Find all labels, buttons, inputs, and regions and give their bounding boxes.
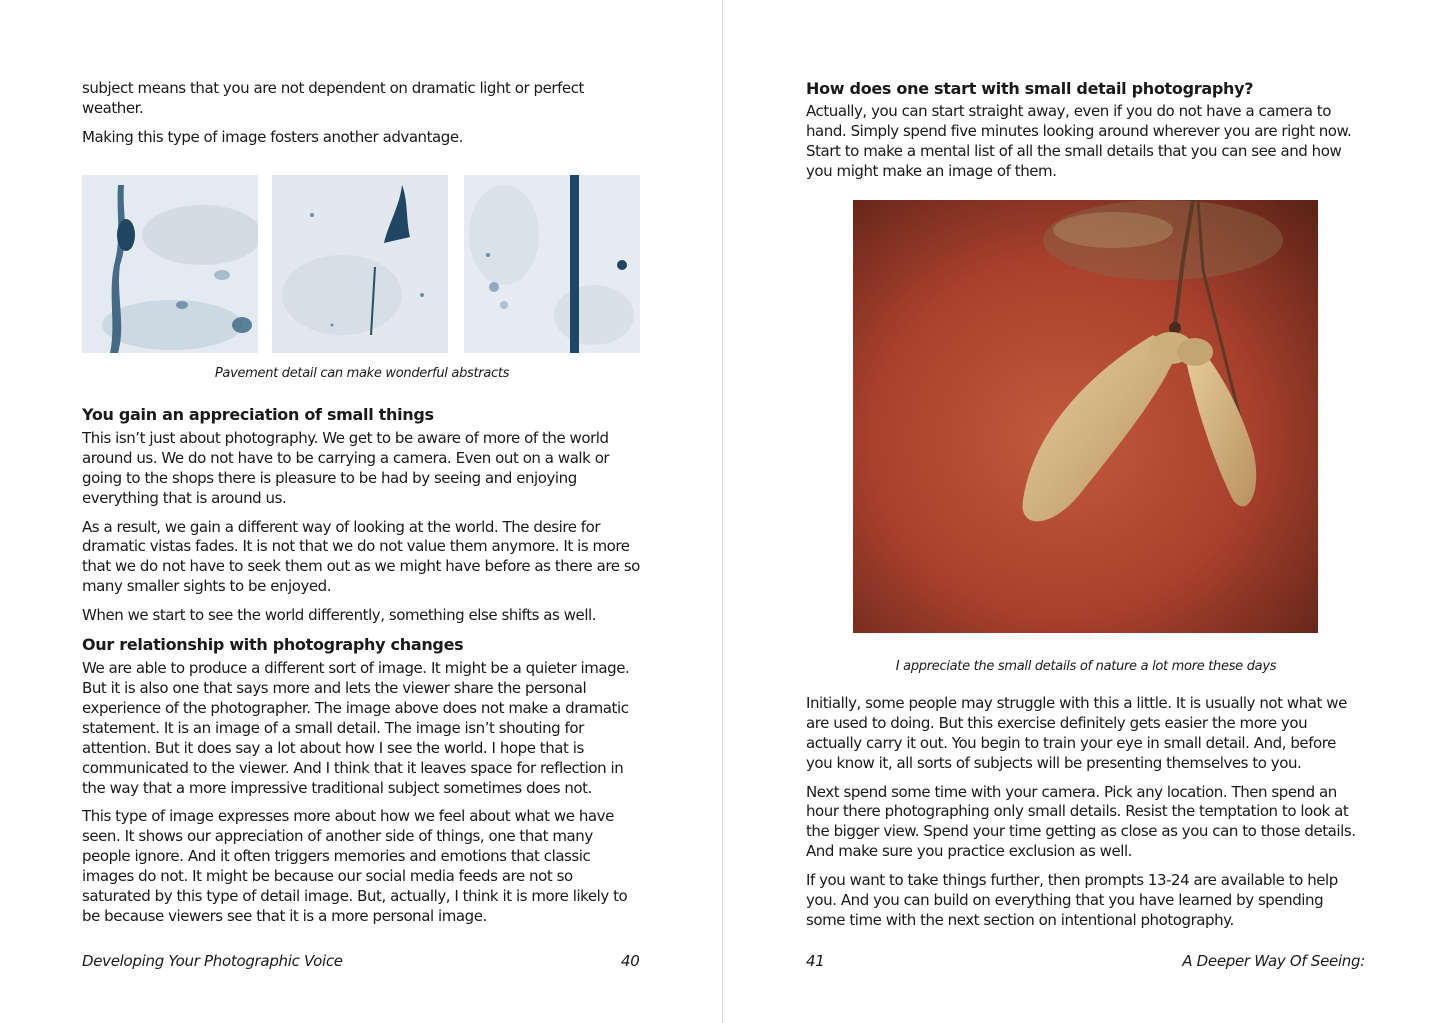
pavement-image-strip [82, 175, 640, 353]
left-page [0, 0, 722, 1023]
section2-paragraph-2: This type of image expresses more about how we feel about what we have seen. It shows our appreciation of another side of things, one that many people ignore. And it often triggers memories and emotions that classic images do not. It might be because our social media feeds are not so saturated by this type of detail image. But, actually, I think it is more likely to be because viewers see that it is a more personal image. [82, 807, 628, 925]
right-paragraph-2: Next spend some time with your camera. Pick any location. Then spend an hour there photographing only small details. Resist the temptation to look at the bigger view. Spend your time getting as close as you can to those details. And make sure you practice exclusion as well. [806, 782, 1356, 861]
left-page-number: 40 [621, 952, 640, 970]
section1-paragraph-1: This isn’t just about photography. We get to be aware of more of the world around us. We do not have to be carrying a camera. Even out on a walk or going to the shops there is pleasure to be had by seeing and enjoying everything that is around us. [82, 428, 610, 507]
intro-paragraph-1: subject means that you are not dependent on dramatic light or perfect weather. [82, 79, 584, 117]
section2-paragraph-1: We are able to produce a different sort of image. It might be a quieter image. But it is also one that says more and lets the viewer share the personal experience of the photographer. The image above does not make a dramatic statement. It is an image of a small detail. The image isn’t shouting for attention. But it does say a lot about how I see the world. I hope that is communicated to the viewer. And I think that it leaves space for reflection in the way that a more impressive traditional subject sometimes does not. [82, 659, 630, 797]
photo-caption: I appreciate the small details of nature a lot more these days [895, 659, 1277, 674]
section1-paragraph-2: As a result, we gain a different way of looking at the world. The desire for dramatic vistas fades. It is not that we do not value them anymore. It is more that we do not have to seek them out as we might have before as there are so many smaller sights to be enjoyed. [82, 517, 640, 596]
pavement-image-3 [464, 175, 640, 353]
left-intro [82, 79, 642, 157]
right-paragraph-3: If you want to take things further, then prompts 13-24 are available to help you. And you can build on everything that you have learned by spending some time with the next section on intentional photography. [806, 871, 1338, 929]
section-heading-appreciation: You gain an appreciation of small things [82, 404, 434, 424]
sycamore-seed-photo [853, 200, 1318, 633]
section-heading-relationship: Our relationship with photography changes [82, 635, 464, 655]
right-footer-title: A Deeper Way Of Seeing: [1182, 952, 1365, 970]
intro-paragraph-2: Making this type of image fosters another advantage. [82, 127, 463, 146]
pavement-caption: Pavement detail can make wonderful abstracts [214, 366, 510, 381]
left-main [82, 364, 642, 936]
pavement-image-2 [272, 175, 448, 353]
section-heading-how-to-start: How does one start with small detail photography? [806, 79, 1254, 98]
pavement-image-1 [82, 175, 258, 353]
right-paragraph-1: Initially, some people may struggle with this a little. It is usually not what we are used to doing. But this exercise definitely gets easier the more you actually carry it out. You begin to train your eye in small detail. And, before you know it, all sorts of subjects will be presenting themselves to you. [806, 693, 1347, 772]
right-main [806, 657, 1366, 940]
right-intro-paragraph: Actually, you can start straight away, even if you do not have a camera to hand. Simply spend five minutes looking around wherever you are right now. Start to make a mental list of all the small details that you can see and how you might make an image of them. [806, 102, 1352, 180]
left-footer-title: Developing Your Photographic Voice [82, 952, 343, 970]
right-page-number: 41 [806, 952, 825, 970]
section1-paragraph-3: When we start to see the world differently, something else shifts as well. [82, 606, 597, 625]
right-intro [806, 79, 1366, 191]
right-page [723, 0, 1445, 1023]
